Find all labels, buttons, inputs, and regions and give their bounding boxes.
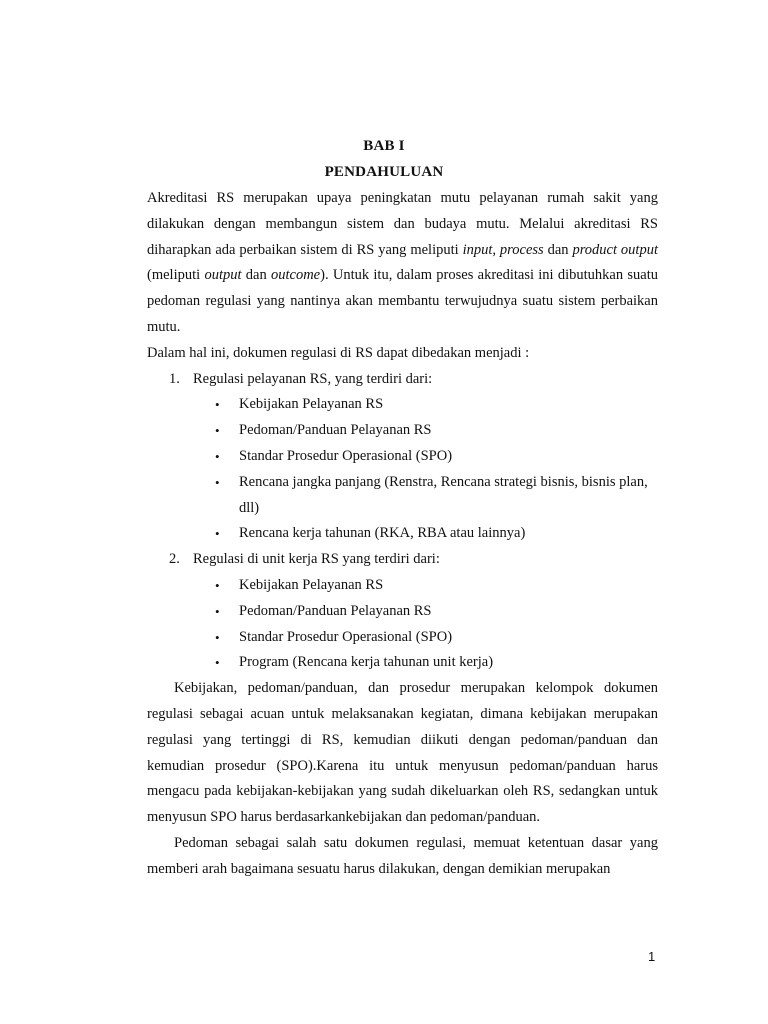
regulation-list-2 [147, 547, 658, 573]
guideline-paragraph: Pedoman sebagai salah satu dokumen regulasi, memuat ketentuan dasar yang memberi arah bagaimana sesuatu harus dilakukan, dengan demikian merupakan [147, 834, 658, 877]
sub-item-text: Standar Prosedur Operasional (SPO) [239, 628, 453, 645]
sub-item-text: Kebijakan Pelayanan RS [239, 396, 384, 413]
list-item [147, 470, 658, 522]
bullet-icon: • [215, 397, 220, 413]
intro-italic-output: output [204, 267, 242, 284]
intro-italic-input-process: input, process [462, 241, 544, 258]
list-label: Regulasi pelayanan RS, yang terdiri dari: [193, 370, 433, 387]
sub-item-text: Standar Prosedur Operasional (SPO) [239, 447, 453, 464]
sub-item-text: Program (Rencana kerja tahunan unit kerja) [239, 654, 494, 671]
list-item [147, 392, 658, 418]
intro-italic-outcome: outcome [271, 267, 321, 284]
list-item [147, 573, 658, 599]
bullet-icon: • [215, 577, 220, 593]
bullet-icon: • [215, 423, 220, 439]
intro-text-5: ). Untuk itu, dalam proses akreditasi ini dibutuhkan suatu pedoman regulasi yang nantinya akan membantu terwujudnya suatu sistem perbaikan mutu. [147, 267, 658, 335]
page-number: 1 [648, 949, 656, 964]
list-item [147, 547, 658, 573]
lead-sentence: Dalam hal ini, dokumen regulasi di RS dapat dibedakan menjadi : [147, 344, 530, 361]
bullet-icon: • [215, 448, 220, 464]
list-item [147, 599, 658, 625]
list-number: 2. [169, 551, 180, 568]
bullet-icon: • [215, 655, 220, 671]
bullet-icon: • [215, 603, 220, 619]
sub-item-text: Kebijakan Pelayanan RS [239, 576, 384, 593]
sub-list-2 [147, 573, 658, 676]
chapter-title: PENDAHULUAN [324, 164, 444, 180]
sub-item-text: Rencana jangka panjang (Renstra, Rencana strategi bisnis, bisnis plan, dll) [239, 473, 648, 516]
bullet-icon: • [215, 629, 220, 645]
list-number: 1. [169, 370, 180, 387]
bullet-icon: • [215, 474, 220, 490]
document-body [147, 186, 658, 883]
intro-paragraph [147, 186, 658, 341]
intro-italic-product-output: product output [572, 241, 658, 258]
chapter-label: BAB I [363, 138, 405, 154]
list-item [147, 650, 658, 676]
intro-text-4: dan [241, 267, 271, 284]
regulation-list [147, 367, 658, 393]
bullet-icon: • [215, 526, 220, 542]
sub-item-text: Rencana kerja tahunan (RKA, RBA atau lainnya) [239, 525, 526, 542]
list-label: Regulasi di unit kerja RS yang terdiri dari: [193, 551, 440, 568]
sub-item-text: Pedoman/Panduan Pelayanan RS [239, 422, 432, 439]
list-item [147, 625, 658, 651]
list-item [147, 521, 658, 547]
list-item [147, 367, 658, 393]
intro-text-3: (meliputi [147, 267, 205, 284]
sub-list-1 [147, 392, 658, 547]
intro-text-1: Akreditasi RS merupakan upaya peningkatan mutu pelayanan rumah sakit yang dilakukan dengan membangun sistem dan budaya mutu. Melalui akreditasi RS diharapkan ada perbaikan sistem di RS yang meliputi [147, 190, 658, 258]
list-item [147, 444, 658, 470]
sub-item-text: Pedoman/Panduan Pelayanan RS [239, 602, 432, 619]
list-item [147, 418, 658, 444]
intro-text-2: dan [543, 241, 573, 258]
policy-paragraph: Kebijakan, pedoman/panduan, dan prosedur merupakan kelompok dokumen regulasi sebagai acuan untuk melaksanakan kegiatan, dimana kebijakan merupakan regulasi yang tertinggi di RS, kemudian diikuti dengan pedoman/panduan dan kemudian prosedur (SPO).Karena itu untuk menyusun pedoman/panduan harus mengacu pada kebijakan-kebijakan yang sudah dikeluarkan oleh RS, sedangkan untuk menyusun SPO harus berdasarkankebijakan dan pedoman/panduan. [147, 680, 658, 826]
